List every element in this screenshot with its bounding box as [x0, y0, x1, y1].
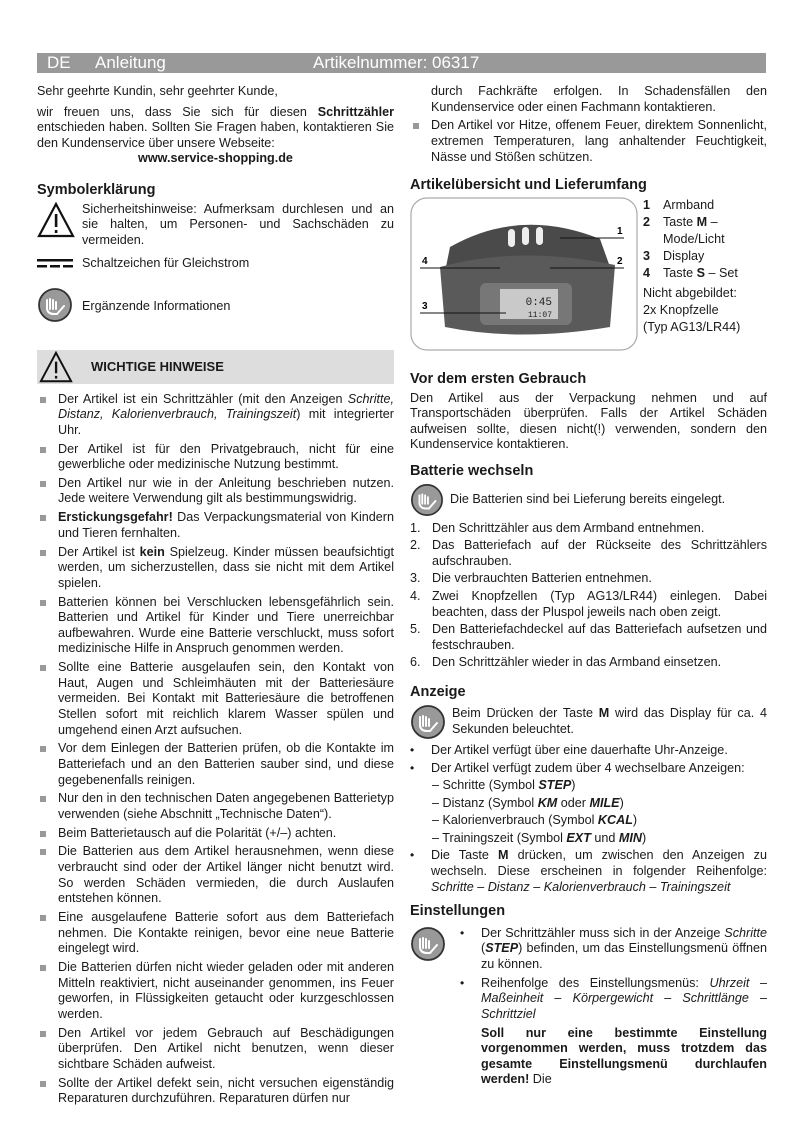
- list-item: • Der Artikel verfügt zudem über 4 wechselbare Anzeigen:: [410, 761, 767, 777]
- display-list-2: [410, 848, 767, 895]
- list-item: • Der Artikel verfügt über eine dauerhafte Uhr-Anzeige.: [410, 743, 767, 759]
- part-item: 4 Taste S – Set: [643, 266, 738, 280]
- list-item: • Reihenfolge des Einstellungsmenüs: Uhrzeit – Maßeinheit – Körpergewicht – Schrittlänge – Schrittziel: [460, 976, 767, 1023]
- display-note: [410, 704, 767, 740]
- greeting: Sehr geehrte Kundin, sehr geehrter Kunde,: [37, 84, 278, 98]
- battery-note-text: Die Batterien sind bei Lieferung bereits eingelegt.: [450, 491, 726, 506]
- settings-section: [410, 904, 767, 1088]
- step-item: 4. Zwei Knopfzellen (Typ AG13/LR44) einlegen. Dabei beachten, dass der Pluspol jeweils nach oben zeigt.: [410, 588, 767, 619]
- settings-warning: Soll nur eine bestimmte Einstellung vorgenommen werden, muss trotzdem das gesamte Einstellungsmenü durchlaufen werden! Die: [481, 1025, 767, 1087]
- important-notes-banner: [37, 350, 394, 384]
- safety-list-continued: [410, 84, 767, 165]
- step-item: 5. Den Batteriefachdeckel auf das Batteriefach aufsetzen und festschrauben.: [410, 622, 767, 652]
- settings-body: [410, 926, 767, 1088]
- list-item: Sollte der Artikel defekt sein, nicht versuchen eigenständig Reparaturen durchzuführen. Reparaturen dürfen nur: [37, 1076, 394, 1107]
- info-hand-icon: [410, 483, 444, 517]
- battery-steps: [410, 521, 767, 671]
- warning-description: Sicherheitshinweise: Aufmerksam durchlesen und an sie halten, um Personen- und Sachschäden zu vermeiden.: [82, 201, 394, 247]
- step-item: 2. Das Batteriefach auf der Rückseite des Schrittzählers aufschrauben.: [410, 538, 767, 568]
- not-shown-label: Nicht abgebildet:: [643, 286, 737, 300]
- language-code: DE: [47, 53, 71, 72]
- symbol-warning: [37, 202, 394, 249]
- first-use-text: Den Artikel aus der Verpackung nehmen und auf Transportschäden überprüfen. Falls der Artikel Schäden aufweisen sollte, diesen nicht(!) verwenden, sondern den Kundenservice kontaktieren.: [410, 390, 767, 452]
- direct-current-icon: [37, 256, 75, 270]
- website-link[interactable]: www.service-shopping.de: [138, 151, 293, 166]
- safety-list: [37, 392, 394, 1107]
- callout-4: 4: [422, 256, 428, 267]
- list-item: Der Artikel ist kein Spielzeug. Kinder müssen beaufsichtigt werden, um sicherzustellen, dass sie nicht mit dem Artikel spielen.: [37, 545, 394, 592]
- article-number: Artikelnummer: 06317: [313, 53, 480, 72]
- callout-3: 3: [422, 301, 428, 312]
- list-item: Eine ausgelaufene Batterie sofort aus dem Batteriefach nehmen. Die Kontakte reinigen, bevor eine neue Batterie eingelegt wird.: [37, 910, 394, 957]
- list-item: Vor dem Einlegen der Batterien prüfen, ob die Kontakte im Batteriefach und an den Batterien sauber sind, und diese gegebenenfalls reinigen.: [37, 741, 394, 788]
- first-use-heading: Vor dem ersten Gebrauch: [410, 371, 587, 387]
- step-item: 3. Die verbrauchten Batterien entnehmen.: [410, 571, 652, 586]
- mode-training: – Trainingszeit (Symbol EXT und MIN): [432, 830, 647, 845]
- list-item: Nur den in den technischen Daten angegebenen Batterietyp verwenden (siehe Abschnitt „Technische Daten“).: [37, 791, 394, 822]
- battery-heading: Batterie wechseln: [410, 463, 534, 479]
- settings-list: [454, 926, 767, 1023]
- list-item: Die Batterien dürfen nicht wieder geladen oder mit anderen Mitteln reaktiviert, nicht auseinander genommen, ins Feuer geworfen, in Flüssigkeiten getaucht oder kurzgeschlossen werden.: [37, 960, 394, 1022]
- settings-heading: Einstellungen: [410, 903, 506, 919]
- battery-section: [410, 464, 767, 673]
- display-readout: 0:45: [525, 297, 552, 309]
- symbol-info: [37, 287, 394, 328]
- header-bar: [37, 53, 766, 73]
- step-item: 6. Den Schrittzähler wieder in das Armband einsetzen.: [410, 655, 722, 670]
- symbol-dc: [37, 256, 394, 275]
- not-shown-item: 2x Knopfzelle: [643, 303, 719, 317]
- list-item: Den Artikel vor jedem Gebrauch auf Beschädigungen überprüfen. Den Artikel nicht benutzen, wenn dieser sichtbare Schäden aufweist.: [37, 1026, 394, 1073]
- product-image: [410, 197, 638, 351]
- list-item: Erstickungsgefahr! Das Verpackungsmaterial von Kindern und Tieren fernhalten.: [37, 510, 394, 541]
- callout-2: 2: [617, 256, 623, 267]
- battery-note: [410, 483, 767, 517]
- display-section: [410, 685, 767, 898]
- list-item-continued: durch Fachkräfte erfolgen. In Schadensfällen den Kundenservice oder einen Fachmann kontaktieren.: [431, 84, 767, 114]
- part-item: 3 Display: [643, 249, 705, 263]
- callout-1: 1: [617, 226, 623, 237]
- important-notes-heading: WICHTIGE HINWEISE: [91, 358, 224, 374]
- list-item: • Die Taste M drücken, um zwischen den Anzeigen zu wechseln. Diese erscheinen in folgender Reihenfolge: Schritte – Distanz – Kalorienverbrauch – Trainingszeit: [410, 848, 767, 895]
- intro-paragraph: wir freuen uns, dass Sie sich für diesen Schrittzähler entschieden haben. Sollten Sie Fragen haben, kontaktieren Sie den Kundenservice über unsere Webseite:: [37, 104, 394, 150]
- step-item: 1. Den Schrittzähler aus dem Armband entnehmen.: [410, 520, 705, 535]
- list-item: • Der Schrittzähler muss sich in der Anzeige Schritte (STEP) befinden, um das Einstellungsmenü öffnen zu können.: [460, 926, 767, 973]
- list-item: Der Artikel ist für den Privatgebrauch, nicht für eine gewerbliche oder medizinische Nutzung bestimmt.: [37, 442, 394, 473]
- mode-distance: – Distanz (Symbol KM oder MILE): [432, 795, 624, 810]
- info-hand-icon: [37, 287, 73, 323]
- info-hand-icon: [410, 926, 446, 962]
- right-column: [410, 84, 767, 168]
- warning-triangle-icon: [39, 351, 73, 383]
- overview-heading: Artikelübersicht und Lieferumfang: [410, 177, 647, 193]
- list-item: Batterien können bei Verschlucken lebensgefährlich sein. Batterien und Artikel für Kinder und Tiere unerreichbar aufbewahren. Wurde eine Batterie verschluckt, muss sofort medizinische Hilfe in Anspruch genommen werden.: [37, 595, 394, 657]
- symbols-heading: Symbolerklärung: [37, 181, 156, 198]
- display-note-text: Beim Drücken der Taste M wird das Display für ca. 4 Sekunden beleuchtet.: [452, 706, 767, 736]
- parts-list: [643, 197, 768, 336]
- part-item: 2 Taste M – Mode/Licht: [643, 215, 725, 246]
- list-item: Den Artikel vor Hitze, offenem Feuer, direktem Sonnenlicht, extremen Temperaturen, lang anhaltender Feuchtigkeit, Nässe und Stößen schützen.: [410, 118, 767, 165]
- left-column: [37, 84, 394, 1110]
- display-modes: [410, 778, 767, 846]
- list-item: Der Artikel ist ein Schrittzähler (mit den Anzeigen Schritte, Distanz, Kalorienverbrauch, Trainingszeit) mit integrierter Uhr.: [37, 392, 394, 439]
- list-item: Die Batterien aus dem Artikel herausnehmen, wenn diese verbraucht sind oder der Artikel länger nicht benutzt wird. So werden Schäden vermieden, die durch Auslaufen entstehen können.: [37, 844, 394, 906]
- display-heading: Anzeige: [410, 684, 466, 700]
- display-readout-2: 11:07: [527, 311, 552, 320]
- mode-steps: – Schritte (Symbol STEP): [432, 777, 576, 792]
- display-list: [410, 743, 767, 777]
- warning-triangle-icon: [37, 202, 75, 238]
- list-item: Beim Batterietausch auf die Polarität (+/–) achten.: [37, 826, 394, 842]
- header-title: Anleitung: [95, 53, 166, 72]
- first-use-section: [410, 372, 767, 453]
- dc-description: Schaltzeichen für Gleichstrom: [82, 256, 250, 271]
- info-hand-icon: [410, 704, 446, 740]
- info-description: Ergänzende Informationen: [82, 299, 231, 314]
- list-item: Den Artikel nur wie in der Anleitung beschrieben nutzen. Jede weitere Verwendung gilt als bestimmungswidrig.: [37, 476, 394, 507]
- not-shown-type: (Typ AG13/LR44): [643, 320, 741, 334]
- mode-calories: – Kalorienverbrauch (Symbol KCAL): [432, 813, 638, 828]
- list-item: Sollte eine Batterie ausgelaufen sein, den Kontakt von Haut, Augen und Schleimhäuten mit der Batteriesäure vermeiden. Bei Kontakt mit Batteriesäure die betroffenen Stellen sofort mit reichlich klarem Wasser spülen und umgehend einen Arzt aufsuchen.: [37, 660, 394, 738]
- part-item: 1 Armband: [643, 198, 715, 212]
